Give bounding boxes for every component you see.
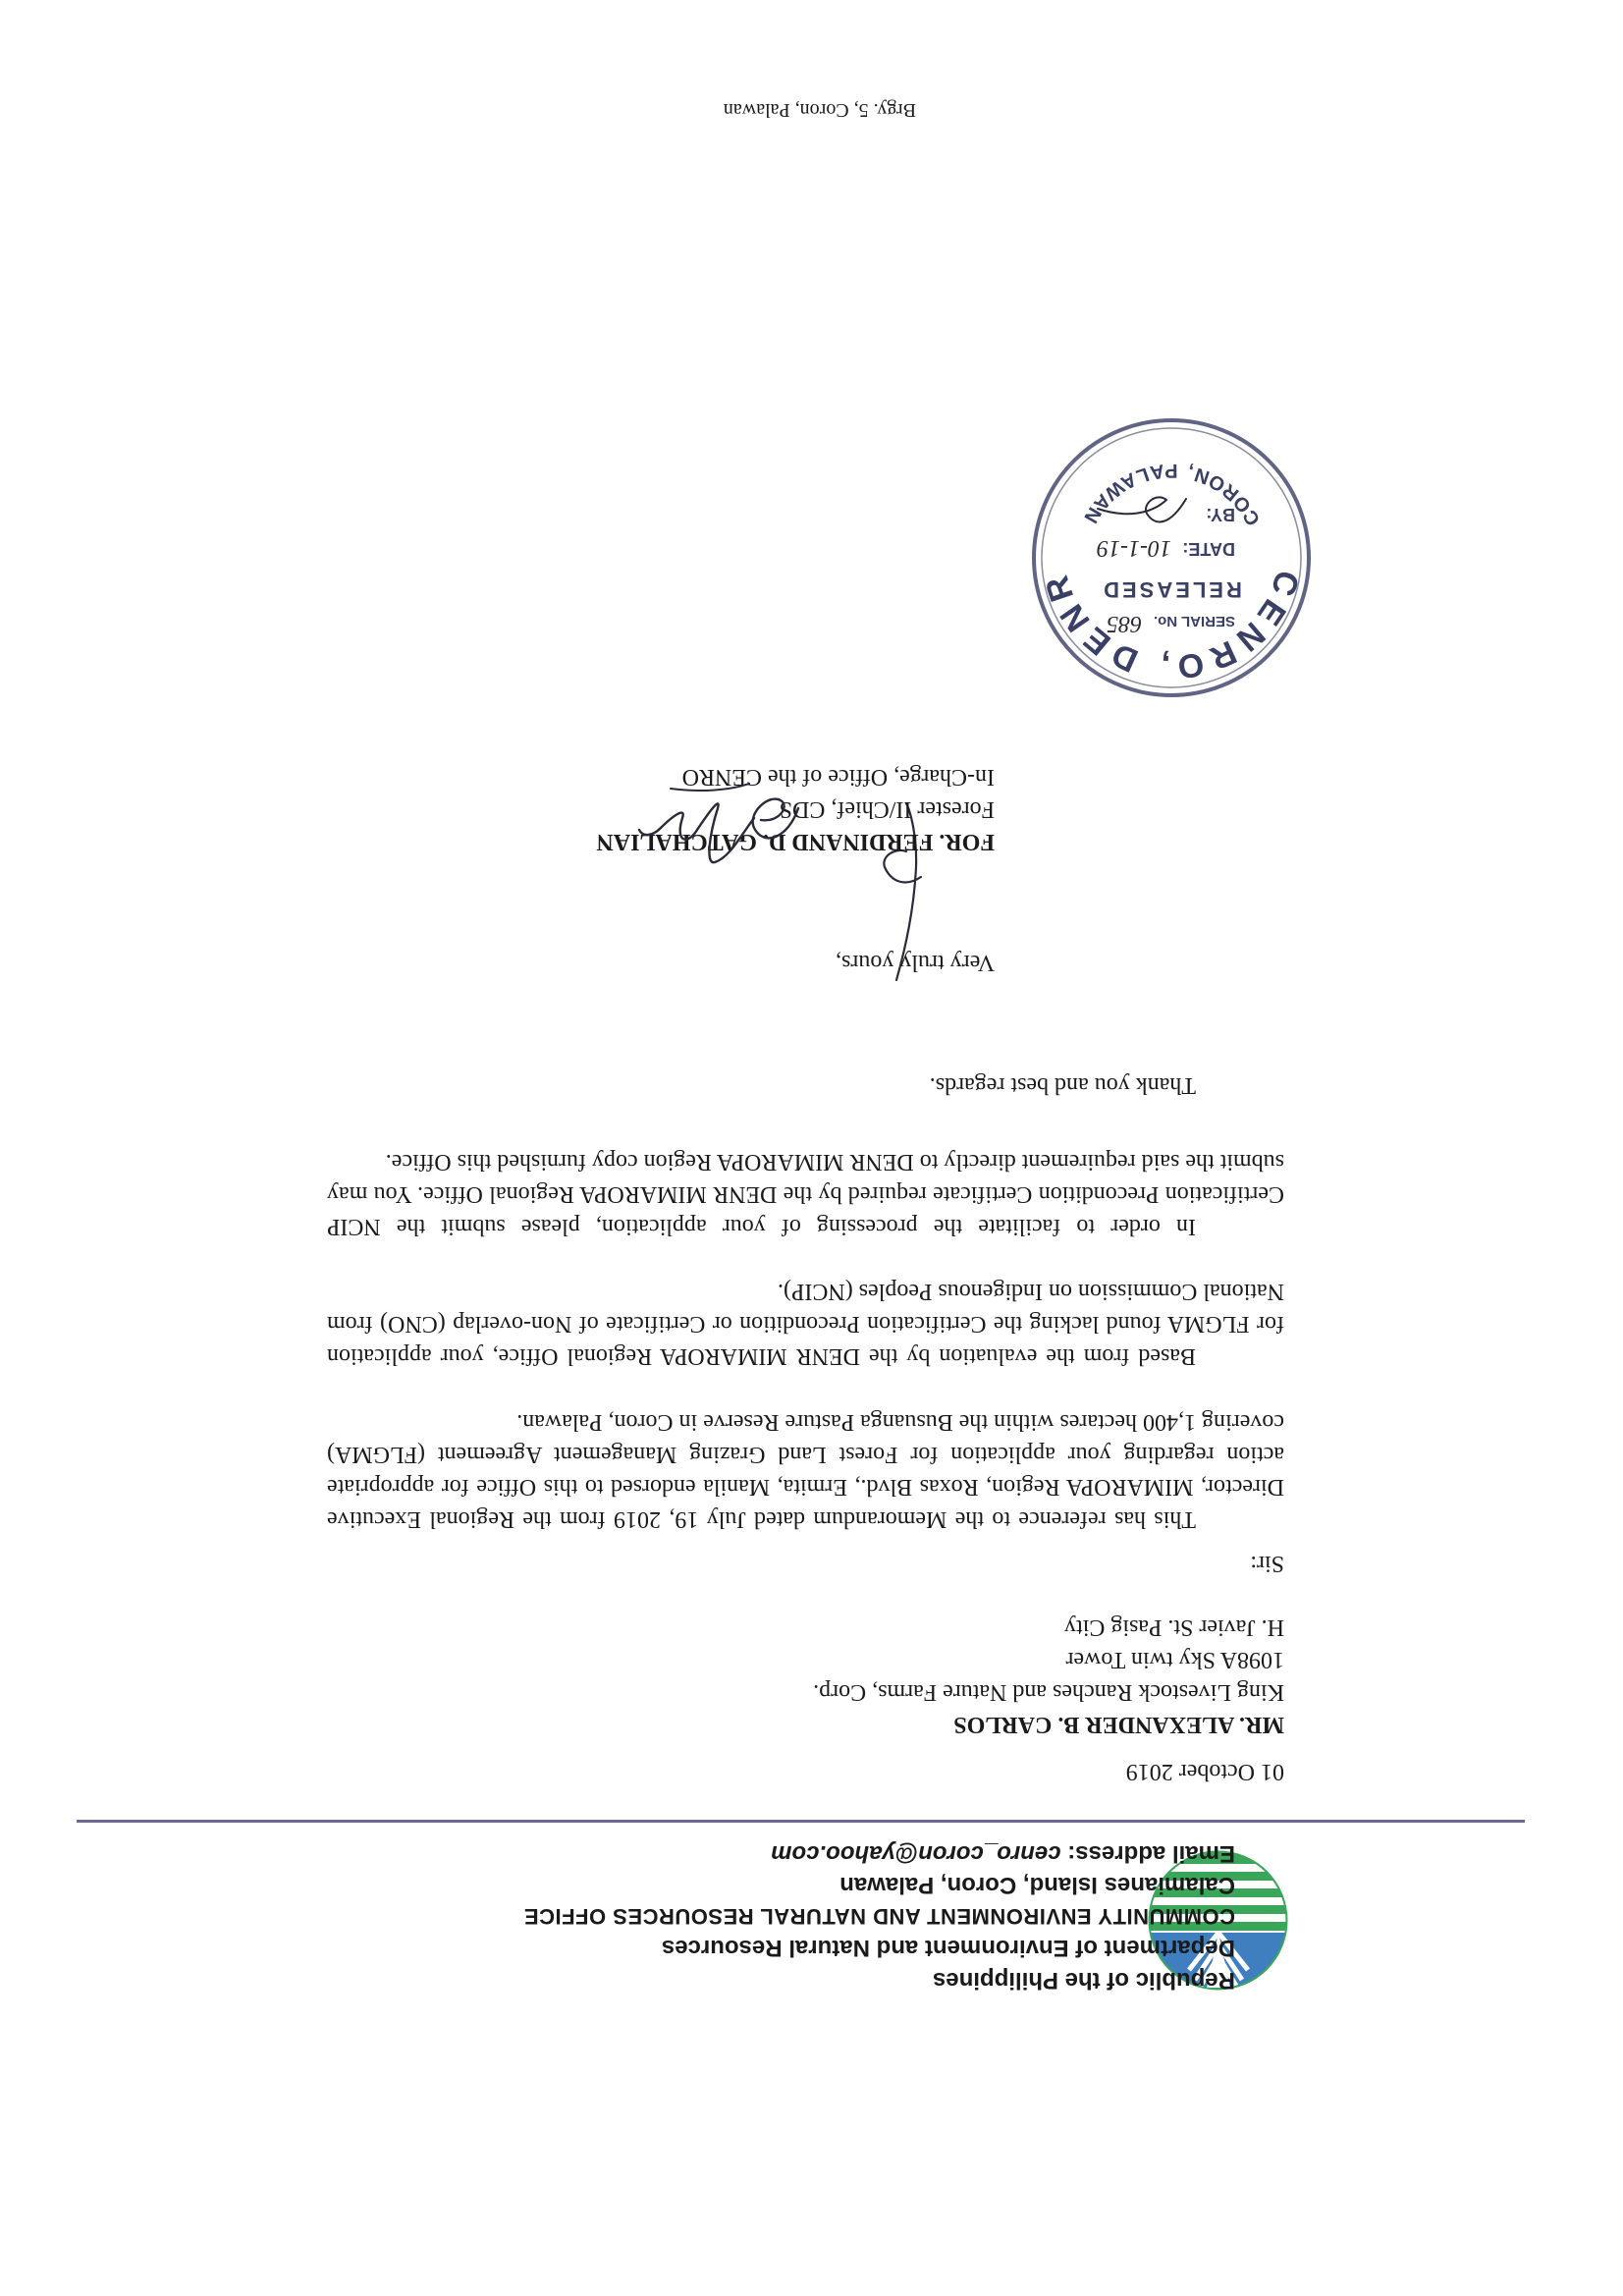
stamp-serial-label: SERIAL No.	[1153, 613, 1235, 629]
signatory-name: FOR. FERDINAND D. GATCHALIAN	[596, 829, 995, 854]
stamp-status: RELEASED	[1101, 577, 1242, 602]
stamp-by-label: BY:	[1206, 505, 1235, 524]
stamp-ring-top: CENRO, DENR	[1036, 566, 1307, 686]
letterhead-location: Calamianes Island, Coron, Palawan	[839, 1872, 1235, 1898]
addressee-company: King Livestock Ranches and Nature Farms, Corp.	[813, 1679, 1284, 1705]
body-paragraph-2: Based from the evaluation by the DENR MIMAROPA Regional Office, your application for FLGMA found lacking the Certification Precondition or Certificate of Non-overlap (CNO) from National Commission on Indigenous Peoples (NCIP).	[327, 1279, 1284, 1369]
letterhead-email-line	[771, 1839, 1235, 1867]
addressee-address-line1: 1098A Sky twin Tower	[1065, 1647, 1284, 1672]
letterhead-divider	[77, 1820, 1525, 1823]
stamp-serial-number: 685	[1107, 611, 1142, 636]
complimentary-close: Very truly yours,	[836, 950, 995, 975]
addressee-address-line2: H. Javier St. Pasig City	[1063, 1614, 1284, 1640]
addressee-name: MR. ALEXANDER B. CARLOS	[953, 1712, 1284, 1737]
stamp-date-value: 10-1-19	[1097, 535, 1171, 561]
stamp-ring-bottom: CORON, PALAWAN	[1077, 459, 1266, 529]
letterhead-office: COMMUNITY ENVIRONMENT AND NATURAL RESOURCES OFFICE	[523, 1904, 1235, 1929]
cenro-released-stamp	[1014, 406, 1328, 710]
svg-text:CORON, PALAWAN	[1078, 460, 1265, 529]
body-paragraph-1: This has reference to the Memorandum dated July 19, 2019 from the Regional Executive Director, MIMAROPA Region, Roxas Blvd., Ermita, Manila endorsed to this Office for appropriate action regarding your application for Forest Land Grazing Management Agreement (FLGMA) covering 1,400 hectares within the Busuanga Pasture Reserve in Coron, Palawan.	[327, 1409, 1284, 1532]
letter-date: 01 October 2019	[1125, 1759, 1284, 1784]
thanks-line: Thank you and best regards.	[929, 1072, 1196, 1098]
email-label: Email address:	[1067, 1840, 1235, 1867]
signatory-title: Forester II/Chief, CDS	[779, 796, 995, 822]
signatory-office: In-Charge, Office of the CENRO	[681, 764, 995, 790]
stamp-date-label: DATE:	[1182, 539, 1235, 559]
letterhead-department: Department of Environment and Natural Resources	[661, 1935, 1235, 1961]
handwritten-signature	[631, 759, 808, 877]
email-address: cenro_coron@yahoo.com	[771, 1840, 1061, 1867]
letterhead-republic: Republic of the Philippines	[932, 1967, 1235, 1994]
footer-address: Brgy. 5, Coron, Palawan	[723, 99, 916, 121]
salutation: Sir:	[1250, 1551, 1284, 1576]
body-paragraph-3: In order to facilitate the processing of your application, please submit the NCIP Certification Precondition Certificate required by the DENR MIMAROPA Regional Office. You may submit the said requirement directly to DENR MIMAROPA Region copy furnished this Office.	[327, 1149, 1284, 1239]
